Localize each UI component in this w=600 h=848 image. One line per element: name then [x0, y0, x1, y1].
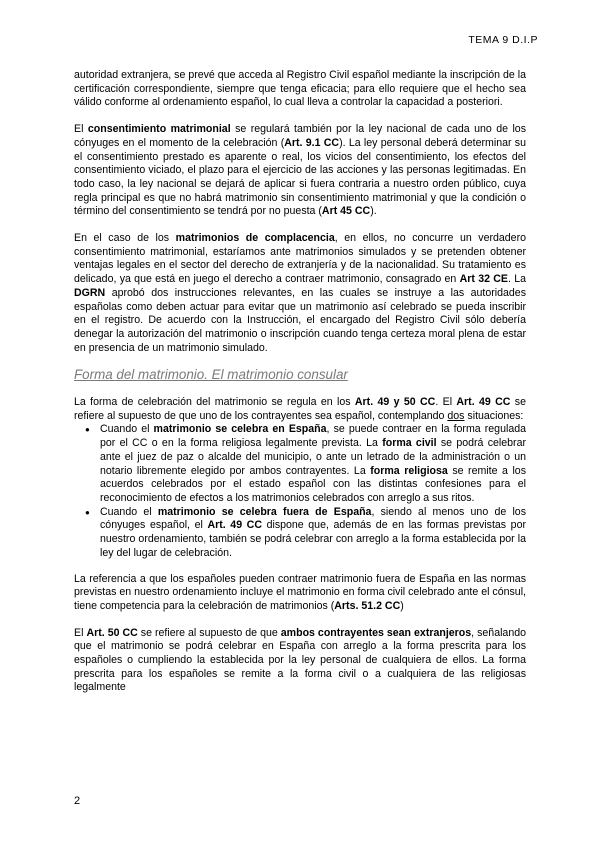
paragraph-consul	[74, 573, 526, 614]
underlined-word: dos	[447, 409, 465, 422]
paragraph-complacencia	[74, 232, 526, 355]
page-header: TEMA 9 D.I.P	[468, 34, 538, 46]
list-item	[100, 423, 526, 505]
text: , en ellos, no concurre un verdadero consentimiento matrimonial, estaríamos ante matrimonios simulados y se pretenden obtener ventajas legales en el sector del derecho de extranjería y de la nacionalidad. Su tratamiento es delicado, ya que está en juego el derecho a contraer matrimonio, consagrado en	[74, 232, 526, 286]
text: En el caso de los	[74, 232, 176, 245]
bold-citation: Art. 49 y 50 CC	[354, 396, 436, 409]
text: La referencia a que los españoles pueden contraer matrimonio fuera de España en las normas previstas en nuestro ordenamiento incluye el matrimonio en forma civil celebrado ante el cónsul, tiene competencia para la celebración de matrimonios (	[74, 572, 526, 612]
paragraph-registro-civil	[74, 69, 526, 110]
bold-term: matrimonio se celebra en España	[153, 423, 327, 436]
text: . La	[507, 273, 527, 286]
bold-term: consentimiento matrimonial	[87, 123, 231, 136]
bold-term: DGRN	[74, 286, 106, 299]
text: )	[400, 599, 404, 612]
bullet-list	[74, 423, 526, 560]
text: Cuando el	[100, 505, 158, 518]
text: se regulará también por la ley nacional de cada uno de los cónyuges en el momento de la celebración (	[74, 123, 526, 149]
bold-citation: Arts. 51.2 CC	[334, 599, 401, 612]
text: situaciones:	[464, 409, 524, 422]
text: ).	[370, 205, 377, 218]
bold-citation: Art. 49 CC	[207, 519, 262, 532]
paragraph-extranjeros	[74, 627, 526, 696]
text: Cuando el	[100, 423, 154, 436]
bold-citation: Art. 9.1 CC	[284, 136, 340, 149]
text: , se puede contraer en la forma regulada por el CC o en la forma religiosa legalmente prevista. La	[100, 423, 526, 450]
bold-citation: Art. 50 CC	[86, 626, 138, 639]
text: La forma de celebración del matrimonio se regula en los	[74, 396, 355, 409]
text: ). La ley personal deberá determinar su el consentimiento prestado es aparente o real, los vicios del consentimiento, los efectos del consentimiento viciado, el plazo para el ejercicio de las acciones y las personas legitimadas. En todo caso, la ley nacional se dejará de aplicar si fuera contraria a nuestro orden público, cuya regla principal es que no habrá matrimonio sin consentimiento matrimonial y que la condición o término del consentimiento se tendrá por no puesta (	[74, 136, 526, 218]
bold-citation: Art 32 CE	[459, 273, 508, 286]
text: se refiere al supuesto de que	[137, 626, 281, 639]
text: , señalando que el matrimonio se podrá celebrar en España con arreglo a la forma prescrita para los españoles o cumpliendo la establecida por la ley personal de cualquiera de ellos. La forma prescrita para los españoles se remite a la forma civil o a cualquiera de las religiosas legalmente	[74, 626, 527, 694]
text: autoridad extranjera, se prevé que acceda al Registro Civil español mediante la inscripción de la certificación correspondiente, siempre que tenga eficacia; para ello requiere que el hecho sea válido conforme al ordenamiento español, lo cual lleva a controlar la capacidad a posteriori.	[74, 69, 526, 109]
paragraph-consentimiento	[74, 123, 526, 219]
text: El	[74, 123, 88, 136]
bold-citation: Art 45 CC	[321, 205, 371, 218]
text: aprobó dos instrucciones relevantes, en las cuales se instruye a las autoridades españolas como deben actuar para evitar que un matrimonio así celebrado se pueda inscribir en el registro. De acuerdo con la Instrucción, el encargado del Registro Civil sólo debería denegar la autorización del matrimonio o inscripción cuando tenga certeza moral plena de estar en presencia de un matrimonio simulado.	[74, 286, 526, 354]
text: se podrá celebrar ante el juez de paz o alcalde del municipio, o ante un letrado de la administración o un notario libremente elegido por ambos contrayentes. La	[100, 437, 526, 477]
bold-term: matrimonio se celebra fuera de España	[157, 505, 372, 518]
page-number: 2	[74, 795, 81, 807]
list-item	[100, 506, 526, 561]
bold-citation: Art. 49 CC	[456, 396, 511, 409]
text: dispone que, además de en las formas previstas por nuestro ordenamiento, también se podrá celebrar con arreglo a la forma establecida por la ley del lugar de celebración.	[100, 519, 526, 559]
bold-term: matrimonios de complacencia	[175, 232, 335, 245]
text: . El	[435, 396, 457, 409]
bold-term: forma civil	[382, 437, 437, 450]
paragraph-forma	[74, 396, 526, 423]
text: , siendo al menos uno de los cónyuges español, el	[100, 505, 526, 532]
page-content	[74, 69, 526, 708]
text: se refiere al supuesto de que uno de los contrayentes sea español, contemplando	[74, 396, 526, 422]
text: El	[74, 626, 87, 639]
text: se remite a los acuerdos celebrados por el estado español con las distintas confesiones para el reconocimiento de efectos a los matrimonios celebrados con arreglo a sus ritos.	[100, 464, 526, 504]
bold-term: ambos contrayentes sean extranjeros	[280, 626, 472, 639]
bold-term: forma religiosa	[370, 464, 448, 477]
section-title: Forma del matrimonio. El matrimonio consular	[74, 367, 348, 383]
